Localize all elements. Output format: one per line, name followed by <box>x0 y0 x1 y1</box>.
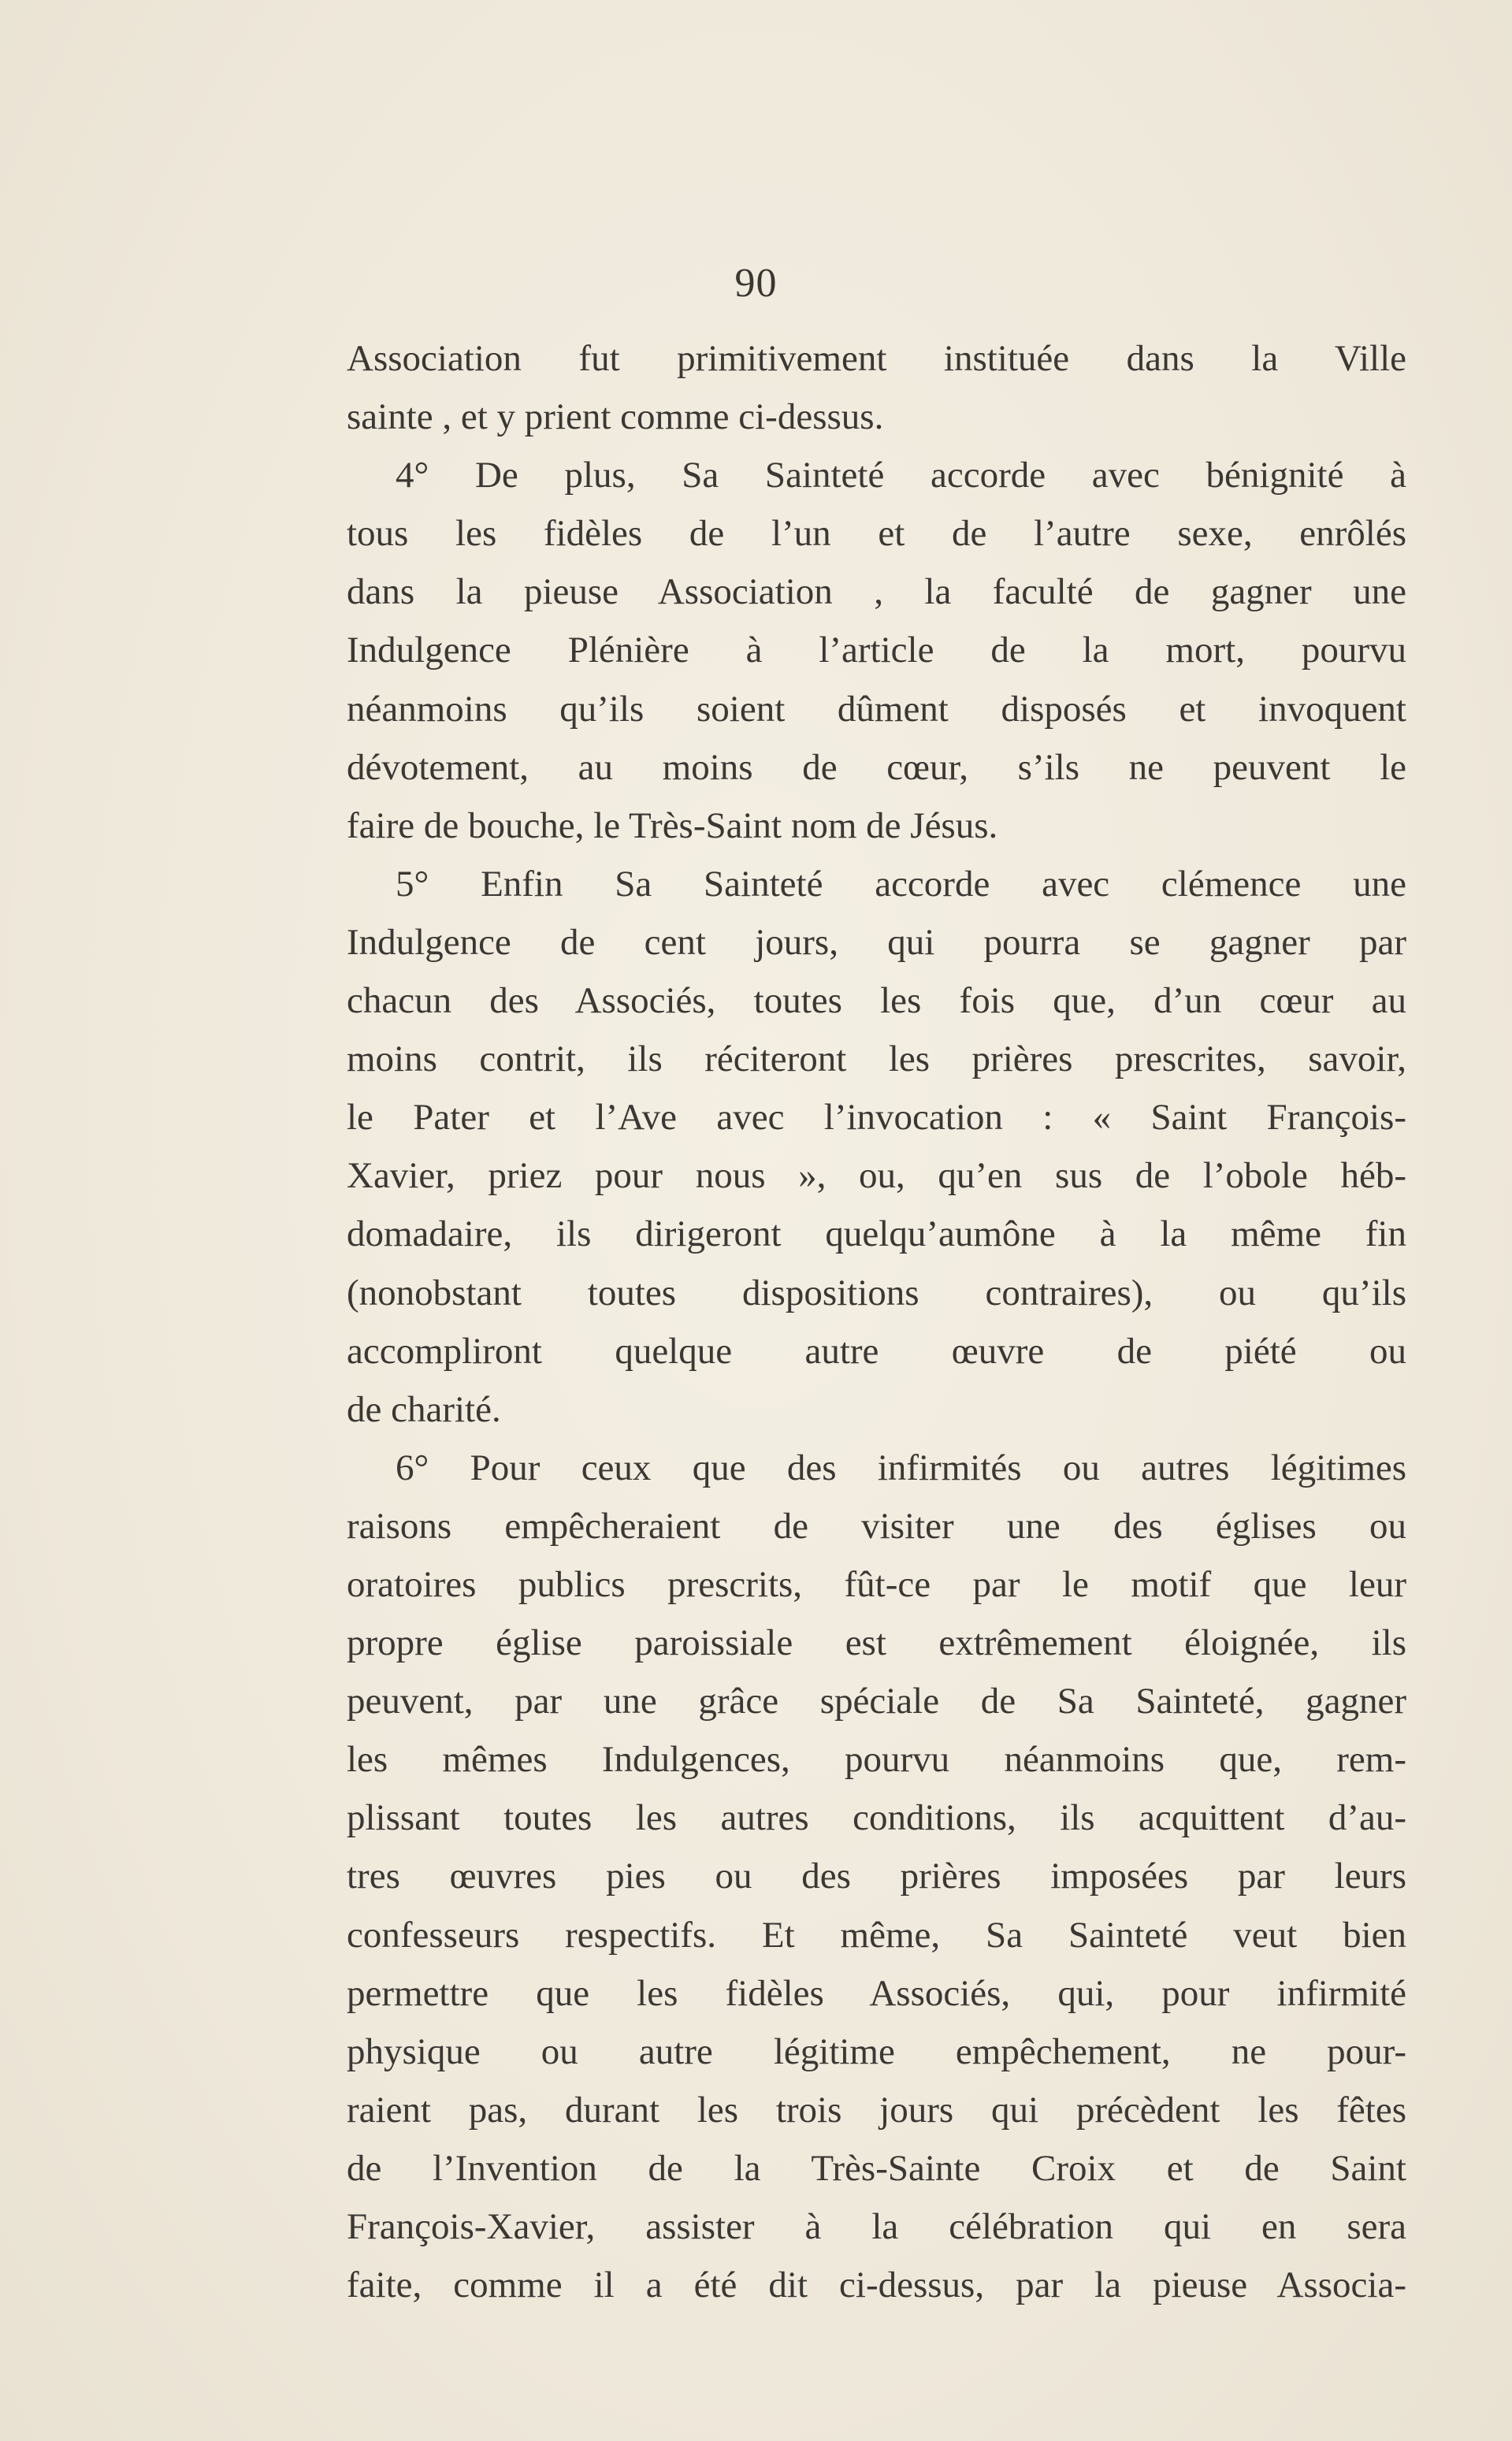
text-line: permettre que les fidèles Associés, qui, pour infirmité <box>347 1972 1406 2014</box>
text-line: 6° Pour ceux que des infirmités ou autres légitimes <box>396 1447 1406 1488</box>
text-line: chacun des Associés, toutes les fois que, d’un cœur au <box>347 980 1406 1022</box>
text-line: plissant toutes les autres conditions, ils acquittent d’au- <box>347 1797 1406 1839</box>
text-line: physique ou autre légitime empêchement, ne pour- <box>347 2030 1406 2072</box>
text-line: faite, comme il a été dit ci-dessus, par la pieuse Associa- <box>347 2265 1406 2306</box>
text-line: néanmoins qu’ils soient dûment disposés et invoquent <box>347 688 1406 730</box>
text-line: Indulgence de cent jours, qui pourra se gagner par <box>347 921 1406 963</box>
text-line: (nonobstant toutes dispositions contraires), ou qu’ils <box>347 1272 1406 1313</box>
text-line: de charité. <box>347 1388 501 1430</box>
text-line: 5° Enfin Sa Sainteté accorde avec clémence une <box>396 863 1406 905</box>
text-line: le Pater et l’Ave avec l’invocation : « Saint François- <box>347 1097 1406 1139</box>
text-line: François-Xavier, assister à la célébration qui en sera <box>347 2206 1406 2247</box>
text-line: moins contrit, ils réciteront les prières prescrites, savoir, <box>347 1038 1406 1080</box>
text-line: peuvent, par une grâce spéciale de Sa Sainteté, gagner <box>347 1681 1406 1722</box>
text-line: les mêmes Indulgences, pourvu néanmoins que, rem- <box>347 1739 1406 1781</box>
text-line: de l’Invention de la Très-Sainte Croix et de Saint <box>347 2147 1406 2189</box>
text-line: faire de bouche, le Très-Saint nom de Jésus. <box>347 804 998 846</box>
text-line: dévotement, au moins de cœur, s’ils ne peuvent le <box>347 746 1406 788</box>
text-line: Association fut primitivement instituée dans la Ville <box>347 338 1406 379</box>
text-line: propre église paroissiale est extrêmement éloignée, ils <box>347 1622 1406 1664</box>
text-line: raient pas, durant les trois jours qui précèdent les fêtes <box>347 2089 1406 2131</box>
text-line: Indulgence Plénière à l’article de la mort, pourvu <box>347 630 1406 671</box>
body-text <box>347 329 1406 2314</box>
text-line: confesseurs respectifs. Et même, Sa Sainteté veut bien <box>347 1914 1406 1956</box>
text-line: 4° De plus, Sa Sainteté accorde avec bénignité à <box>396 455 1406 496</box>
page-number: 90 <box>734 261 778 306</box>
text-line: tous les fidèles de l’un et de l’autre sexe, enrôlés <box>347 513 1406 555</box>
text-line: sainte , et y prient comme ci-dessus. <box>347 396 884 438</box>
text-line: raisons empêcheraient de visiter une des églises ou <box>347 1505 1406 1547</box>
text-line: accompliront quelque autre œuvre de piété ou <box>347 1330 1406 1372</box>
text-line: tres œuvres pies ou des prières imposées par leurs <box>347 1856 1406 1897</box>
text-line: Xavier, priez pour nous », ou, qu’en sus de l’obole héb- <box>347 1155 1406 1197</box>
text-line: domadaire, ils dirigeront quelqu’aumône à la même fin <box>347 1213 1406 1255</box>
text-line: dans la pieuse Association , la faculté de gagner une <box>347 571 1406 613</box>
text-line: oratoires publics prescrits, fût-ce par le motif que leur <box>347 1563 1406 1605</box>
